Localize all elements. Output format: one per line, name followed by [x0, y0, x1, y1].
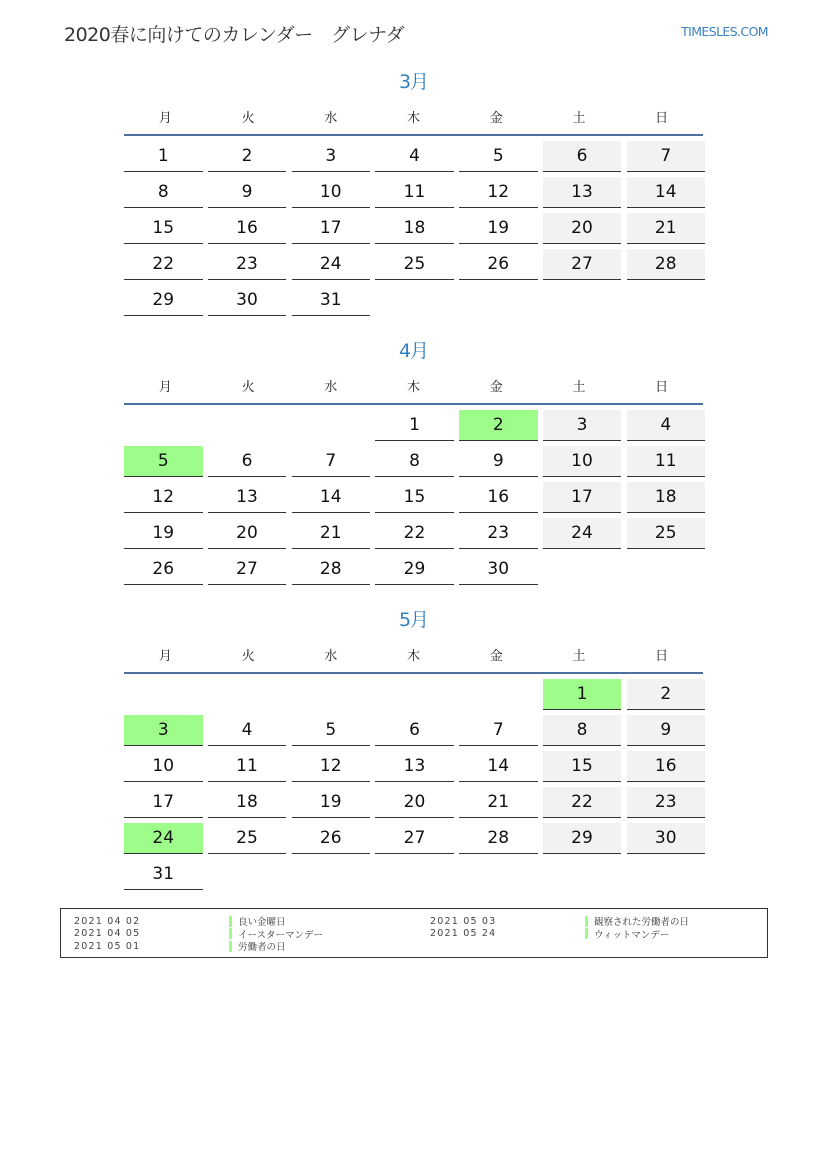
legend-date: 2021 05 03: [430, 915, 497, 927]
day-grid: [124, 141, 703, 316]
weekday-label: 火: [241, 648, 255, 664]
day-cell: 10: [124, 751, 203, 782]
day-cell: 22: [124, 249, 203, 280]
weekday-label: 金: [489, 110, 503, 126]
month-may: [124, 606, 703, 890]
legend-date: 2021 04 02: [74, 915, 141, 927]
holiday-day-cell: 24: [124, 823, 203, 854]
weekday-label: 月: [158, 379, 172, 395]
weekend-day-cell: 10: [543, 446, 622, 477]
holiday-marker: [585, 916, 588, 927]
weekend-day-cell: 9: [627, 715, 706, 746]
legend-holiday-name: 労働者の日: [238, 942, 286, 954]
day-cell: 31: [124, 859, 203, 890]
weekday-label: 日: [655, 110, 669, 126]
day-cell: 13: [208, 482, 287, 513]
weekend-day-cell: 25: [627, 518, 706, 549]
legend-date: 2021 05 24: [430, 928, 497, 940]
month-title: 4月: [398, 340, 429, 362]
day-cell: 21: [292, 518, 371, 549]
holiday-day-cell: 3: [124, 715, 203, 746]
weekday-label: 日: [655, 648, 669, 664]
empty-cell: [459, 679, 538, 710]
holiday-day-cell: 1: [543, 679, 622, 710]
weekend-day-cell: 29: [543, 823, 622, 854]
weekend-day-cell: 30: [627, 823, 706, 854]
legend-row: [430, 915, 689, 928]
day-cell: 29: [124, 285, 203, 316]
month-april: [124, 337, 703, 585]
holiday-day-cell: 5: [124, 446, 203, 477]
weekend-day-cell: 23: [627, 787, 706, 818]
weekend-day-cell: 13: [543, 177, 622, 208]
holiday-marker: [229, 916, 232, 927]
empty-cell: [208, 679, 287, 710]
weekday-label: 日: [655, 379, 669, 395]
day-cell: 10: [292, 177, 371, 208]
weekday-label: 月: [158, 110, 172, 126]
day-cell: 27: [208, 554, 287, 585]
site-link[interactable]: TIMESLES.COM: [681, 24, 768, 39]
day-cell: 1: [375, 410, 454, 441]
day-cell: 26: [124, 554, 203, 585]
weekend-day-cell: 20: [543, 213, 622, 244]
weekday-header: [124, 642, 703, 666]
day-cell: 13: [375, 751, 454, 782]
weekday-label: 月: [158, 648, 172, 664]
day-cell: 12: [292, 751, 371, 782]
day-cell: 30: [459, 554, 538, 585]
day-cell: 16: [208, 213, 287, 244]
day-cell: 25: [375, 249, 454, 280]
weekend-day-cell: 24: [543, 518, 622, 549]
day-cell: 1: [124, 141, 203, 172]
empty-cell: [292, 679, 371, 710]
weekend-day-cell: 11: [627, 446, 706, 477]
weekday-label: 木: [407, 379, 421, 395]
weekend-day-cell: 21: [627, 213, 706, 244]
legend-column-left: [74, 915, 323, 953]
weekday-label: 金: [489, 379, 503, 395]
legend-row: [430, 928, 689, 941]
weekday-label: 水: [324, 110, 338, 126]
day-cell: 2: [208, 141, 287, 172]
legend-row: [74, 940, 323, 953]
empty-cell: [124, 679, 203, 710]
day-grid: [124, 410, 703, 585]
weekend-day-cell: 6: [543, 141, 622, 172]
legend-date: 2021 05 01: [74, 940, 141, 952]
day-cell: 12: [124, 482, 203, 513]
day-cell: 11: [208, 751, 287, 782]
day-cell: 7: [292, 446, 371, 477]
day-cell: 4: [375, 141, 454, 172]
weekday-label: 木: [407, 648, 421, 664]
day-cell: 24: [292, 249, 371, 280]
day-cell: 5: [459, 141, 538, 172]
day-cell: 26: [292, 823, 371, 854]
holiday-marker: [585, 928, 588, 939]
day-cell: 18: [208, 787, 287, 818]
weekday-label: 火: [241, 110, 255, 126]
header-rule: [124, 403, 703, 405]
day-cell: 20: [208, 518, 287, 549]
weekday-header: [124, 104, 703, 128]
day-cell: 28: [459, 823, 538, 854]
header-rule: [124, 672, 703, 674]
weekday-label: 火: [241, 379, 255, 395]
holiday-day-cell: 2: [459, 410, 538, 441]
day-cell: 12: [459, 177, 538, 208]
weekday-label: 水: [324, 379, 338, 395]
month-title: 5月: [398, 609, 429, 631]
day-cell: 17: [292, 213, 371, 244]
weekend-day-cell: 28: [627, 249, 706, 280]
day-cell: 15: [375, 482, 454, 513]
weekday-header: [124, 373, 703, 397]
day-cell: 15: [124, 213, 203, 244]
weekend-day-cell: 8: [543, 715, 622, 746]
legend-holiday-name: 良い金曜日: [238, 917, 286, 929]
day-cell: 16: [459, 482, 538, 513]
weekend-day-cell: 22: [543, 787, 622, 818]
day-cell: 21: [459, 787, 538, 818]
legend-column-right: [430, 915, 689, 940]
day-cell: 27: [375, 823, 454, 854]
day-cell: 9: [459, 446, 538, 477]
empty-cell: [375, 679, 454, 710]
weekend-day-cell: 14: [627, 177, 706, 208]
month-title: 3月: [398, 71, 429, 93]
month-march: [124, 68, 703, 316]
holiday-marker: [229, 928, 232, 939]
header-rule: [124, 134, 703, 136]
day-cell: 5: [292, 715, 371, 746]
legend-row: [74, 915, 323, 928]
weekend-day-cell: 17: [543, 482, 622, 513]
day-cell: 14: [292, 482, 371, 513]
weekday-label: 金: [489, 648, 503, 664]
weekend-day-cell: 3: [543, 410, 622, 441]
day-cell: 26: [459, 249, 538, 280]
day-cell: 8: [375, 446, 454, 477]
legend-row: [74, 928, 323, 941]
empty-cell: [124, 410, 203, 441]
day-cell: 9: [208, 177, 287, 208]
legend-holiday-name: ウィットマンデー: [594, 929, 670, 941]
day-cell: 18: [375, 213, 454, 244]
day-cell: 8: [124, 177, 203, 208]
legend-holiday-name: 観察された労働者の日: [594, 917, 690, 929]
weekday-label: 木: [407, 110, 421, 126]
weekend-day-cell: 16: [627, 751, 706, 782]
holiday-legend: [60, 908, 768, 958]
weekday-label: 土: [572, 379, 586, 395]
weekday-label: 土: [572, 648, 586, 664]
day-cell: 3: [292, 141, 371, 172]
day-cell: 17: [124, 787, 203, 818]
day-cell: 19: [459, 213, 538, 244]
day-grid: [124, 679, 703, 890]
day-cell: 28: [292, 554, 371, 585]
day-cell: 30: [208, 285, 287, 316]
day-cell: 20: [375, 787, 454, 818]
weekday-label: 水: [324, 648, 338, 664]
day-cell: 23: [208, 249, 287, 280]
legend-holiday-name: イースターマンデー: [238, 929, 324, 941]
weekend-day-cell: 7: [627, 141, 706, 172]
weekend-day-cell: 18: [627, 482, 706, 513]
day-cell: 22: [375, 518, 454, 549]
weekend-day-cell: 2: [627, 679, 706, 710]
day-cell: 6: [208, 446, 287, 477]
day-cell: 23: [459, 518, 538, 549]
day-cell: 7: [459, 715, 538, 746]
weekend-day-cell: 27: [543, 249, 622, 280]
page-title: 2020春に向けてのカレンダー グレナダ: [64, 24, 405, 46]
day-cell: 31: [292, 285, 371, 316]
day-cell: 19: [292, 787, 371, 818]
day-cell: 14: [459, 751, 538, 782]
weekend-day-cell: 15: [543, 751, 622, 782]
legend-date: 2021 04 05: [74, 928, 141, 940]
day-cell: 4: [208, 715, 287, 746]
empty-cell: [292, 410, 371, 441]
day-cell: 19: [124, 518, 203, 549]
day-cell: 25: [208, 823, 287, 854]
day-cell: 29: [375, 554, 454, 585]
weekday-label: 土: [572, 110, 586, 126]
day-cell: 6: [375, 715, 454, 746]
empty-cell: [208, 410, 287, 441]
day-cell: 11: [375, 177, 454, 208]
weekend-day-cell: 4: [627, 410, 706, 441]
holiday-marker: [229, 941, 232, 952]
